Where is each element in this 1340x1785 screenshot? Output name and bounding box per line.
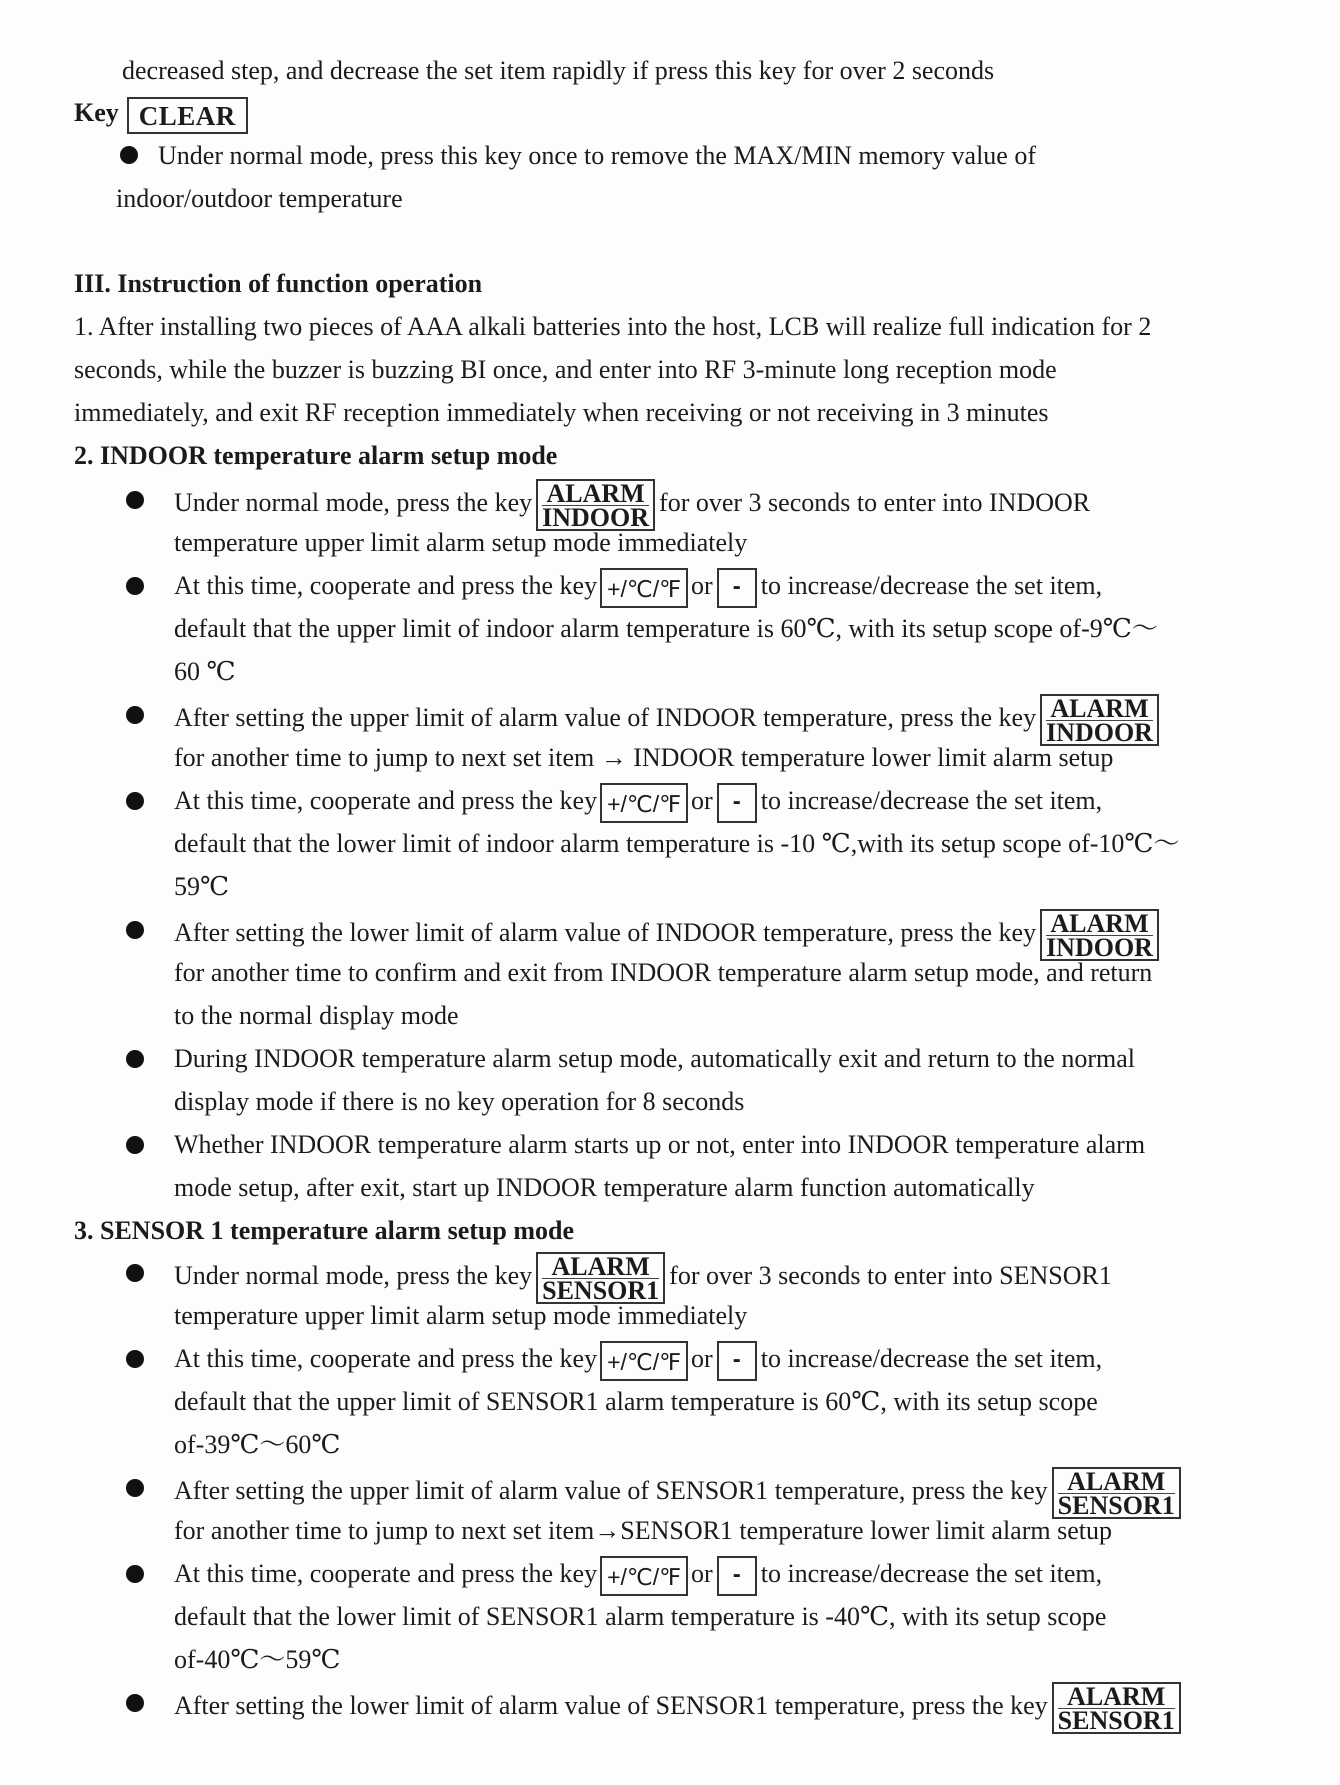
item2-bullet3-line1: After setting the upper limit of alarm value of INDOOR temperature, press the key ALARM INDOOR — [174, 694, 1163, 746]
bullet-icon — [126, 1350, 144, 1368]
plus-unit-key: +/℃/℉ — [600, 568, 688, 608]
item3-bullet4-line2: default that the lower limit of SENSOR1 alarm temperature is -40℃, with its setup scope — [174, 1602, 1107, 1631]
item3-bullet4-line3: of-40℃～59℃ — [174, 1645, 341, 1674]
bullet-icon — [126, 1050, 144, 1068]
bullet-icon — [126, 792, 144, 810]
item2-bullet1-line2: temperature upper limit alarm setup mode immediately — [174, 528, 748, 557]
item2-bullet5-line1: After setting the lower limit of alarm value of INDOOR temperature, press the key ALARM INDOOR — [174, 909, 1163, 961]
item2-bullet6-line1: During INDOOR temperature alarm setup mode, automatically exit and return to the normal — [174, 1044, 1135, 1073]
item2-title: 2. INDOOR temperature alarm setup mode — [74, 441, 558, 470]
bullet-icon — [126, 577, 144, 595]
item3-bullet3-line2: for another time to jump to next set item→SENSOR1 temperature lower limit alarm setup — [174, 1516, 1112, 1545]
item3-bullet3-line1: After setting the upper limit of alarm value of SENSOR1 temperature, press the key ALARM SENSOR1 — [174, 1467, 1185, 1519]
bullet-icon — [126, 706, 144, 724]
clear-bullet-line-2: indoor/outdoor temperature — [116, 184, 403, 213]
intro-line: decreased step, and decrease the set item rapidly if press this key for over 2 seconds — [122, 56, 995, 85]
item2-bullet4-line2: default that the lower limit of indoor alarm temperature is -10 ℃,with its setup scope of-10℃～ — [174, 829, 1180, 858]
bullet-icon — [120, 146, 138, 164]
section3-title: III. Instruction of function operation — [74, 269, 483, 298]
item1-line-3: immediately, and exit RF reception immediately when receiving or not receiving in 3 minutes — [74, 398, 1049, 427]
bullet-icon — [126, 1136, 144, 1154]
item2-bullet4-line1: At this time, cooperate and press the key +/℃/℉ or - to increase/decrease the set item, — [174, 780, 1102, 823]
item2-bullet2-line1: At this time, cooperate and press the key +/℃/℉ or - to increase/decrease the set item, — [174, 565, 1102, 608]
alarm-indoor-key: ALARM INDOOR — [536, 479, 655, 531]
item2-bullet7-line2: mode setup, after exit, start up INDOOR temperature alarm function automatically — [174, 1173, 1035, 1202]
item2-bullet2-line3: 60 ℃ — [174, 657, 236, 686]
clear-key-box: CLEAR — [127, 97, 248, 134]
item2-bullet3-line2: for another time to jump to next set item → INDOOR temperature lower limit alarm setup — [174, 743, 1114, 772]
item2-bullet5-line3: to the normal display mode — [174, 1001, 459, 1030]
minus-key: - — [717, 568, 757, 608]
item3-bullet5-line1: After setting the lower limit of alarm value of SENSOR1 temperature, press the key ALARM SENSOR1 — [174, 1682, 1185, 1734]
item3-bullet1-line2: temperature upper limit alarm setup mode immediately — [174, 1301, 748, 1330]
item2-bullet1-line1: Under normal mode, press the key ALARM INDOOR for over 3 seconds to enter into INDOOR — [174, 479, 1091, 532]
alarm-indoor-key: ALARM INDOOR — [1040, 909, 1159, 961]
item3-bullet2-line2: default that the upper limit of SENSOR1 alarm temperature is 60℃, with its setup scope — [174, 1387, 1098, 1416]
item3-title: 3. SENSOR 1 temperature alarm setup mode — [74, 1216, 574, 1245]
bullet-icon — [126, 921, 144, 939]
plus-unit-key: +/℃/℉ — [600, 1341, 688, 1381]
bullet-icon — [126, 1479, 144, 1497]
alarm-indoor-key: ALARM INDOOR — [1040, 694, 1159, 746]
bullet-icon — [126, 491, 144, 509]
alarm-sensor1-key: ALARM SENSOR1 — [536, 1252, 665, 1304]
minus-key: - — [717, 783, 757, 823]
plus-unit-key: +/℃/℉ — [600, 1556, 688, 1596]
alarm-sensor1-key: ALARM SENSOR1 — [1052, 1467, 1181, 1519]
item1-line-1: 1. After installing two pieces of AAA alkali batteries into the host, LCB will realize full indication for 2 — [74, 312, 1152, 341]
clear-bullet-line-1: Under normal mode, press this key once to remove the MAX/MIN memory value of — [158, 141, 1037, 170]
plus-unit-key: +/℃/℉ — [600, 783, 688, 823]
item3-bullet2-line1: At this time, cooperate and press the key +/℃/℉ or - to increase/decrease the set item, — [174, 1338, 1102, 1381]
item3-bullet4-line1: At this time, cooperate and press the key +/℃/℉ or - to increase/decrease the set item, — [174, 1553, 1102, 1596]
bullet-icon — [126, 1565, 144, 1583]
minus-key: - — [717, 1556, 757, 1596]
item2-bullet2-line2: default that the upper limit of indoor alarm temperature is 60℃, with its setup scope of-9℃～ — [174, 614, 1158, 643]
item2-bullet4-line3: 59℃ — [174, 872, 230, 901]
bullet-icon — [126, 1694, 144, 1712]
item3-bullet2-line3: of-39℃～60℃ — [174, 1430, 341, 1459]
item2-bullet7-line1: Whether INDOOR temperature alarm starts up or not, enter into INDOOR temperature alarm — [174, 1130, 1146, 1159]
clear-key-row — [74, 92, 248, 135]
key-label: Key — [74, 98, 119, 127]
item2-bullet5-line2: for another time to confirm and exit from INDOOR temperature alarm setup mode, and return — [174, 958, 1153, 987]
item1-line-2: seconds, while the buzzer is buzzing BI once, and enter into RF 3-minute long reception mode — [74, 355, 1057, 384]
bullet-icon — [126, 1264, 144, 1282]
item2-bullet6-line2: display mode if there is no key operation for 8 seconds — [174, 1087, 745, 1116]
alarm-sensor1-key: ALARM SENSOR1 — [1052, 1682, 1181, 1734]
minus-key: - — [717, 1341, 757, 1381]
item3-bullet1-line1: Under normal mode, press the key ALARM SENSOR1 for over 3 seconds to enter into SENSOR1 — [174, 1252, 1112, 1305]
